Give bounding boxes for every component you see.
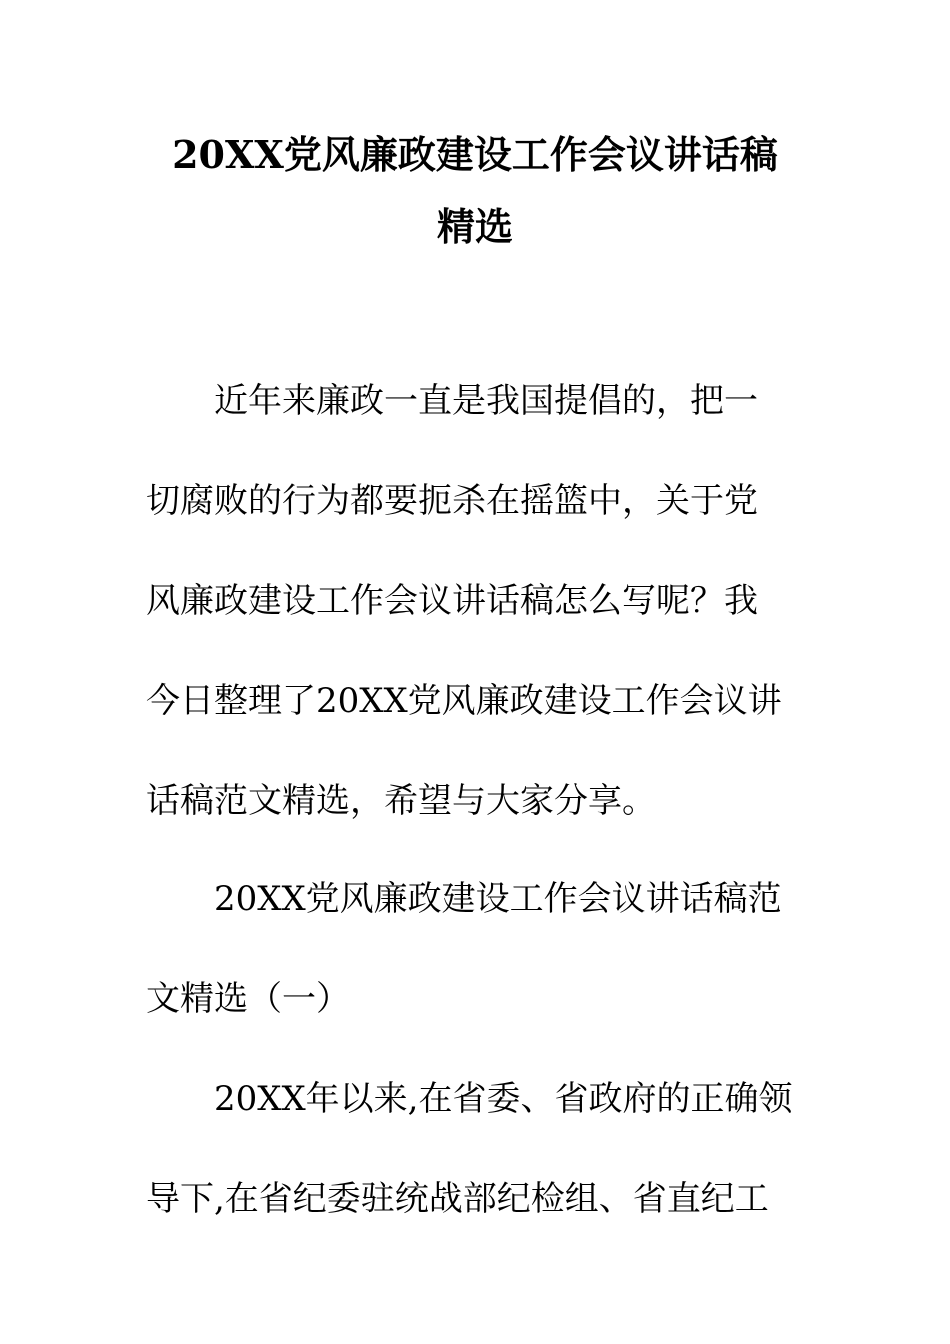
section-heading-line-1: 20XX党风廉政建设工作会议讲话稿范: [214, 879, 782, 919]
document-title-line-2: 精选: [436, 204, 513, 249]
section-heading-line-2: 文精选（一）: [146, 979, 350, 1019]
paragraph-body-line-2: 导下,在省纪委驻统战部纪检组、省直纪工: [146, 1179, 769, 1219]
paragraph-intro-line-4: 今日整理了20XX党风廉政建设工作会议讲: [146, 681, 782, 721]
paragraph-intro-line-5: 话稿范文精选，希望与大家分享。: [146, 781, 656, 821]
paragraph-intro-line-2: 切腐败的行为都要扼杀在摇篮中，关于党: [146, 481, 758, 521]
document-title-line-1: 20XX党风廉政建设工作会议讲话稿: [172, 132, 778, 177]
paragraph-intro-line-3: 风廉政建设工作会议讲话稿怎么写呢？我: [146, 581, 758, 621]
paragraph-body-line-1: 20XX年以来,在省委、省政府的正确领: [214, 1079, 793, 1119]
paragraph-intro-line-1: 近年来廉政一直是我国提倡的，把一: [214, 381, 758, 421]
